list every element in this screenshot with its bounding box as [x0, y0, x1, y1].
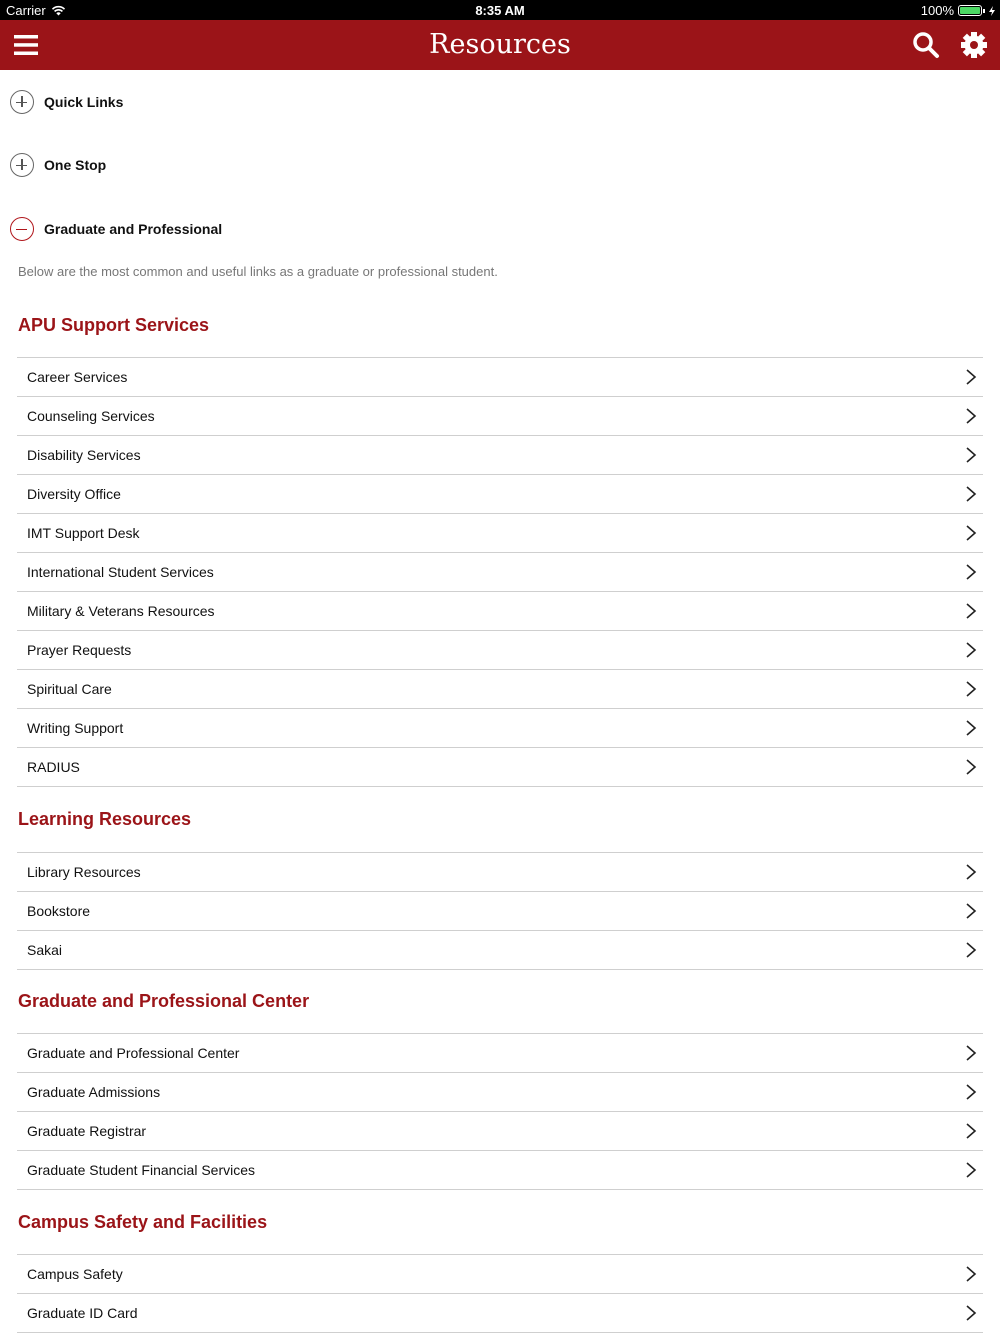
list-item[interactable] — [17, 748, 983, 787]
list-item-label: Sakai — [27, 942, 63, 958]
list-item-label: Diversity Office — [27, 486, 121, 502]
list-item[interactable] — [17, 475, 983, 514]
chevron-right-icon — [965, 641, 977, 659]
chevron-right-icon — [965, 1304, 977, 1322]
section-title-campus-safety: Campus Safety and Facilities — [18, 1212, 268, 1232]
list-item[interactable] — [17, 1294, 983, 1333]
list-item[interactable] — [17, 631, 983, 670]
list-item-label: Prayer Requests — [27, 642, 132, 658]
charging-icon — [989, 6, 995, 16]
battery-info — [921, 3, 995, 18]
list-item[interactable] — [17, 892, 983, 931]
accordion-label: One Stop — [44, 157, 107, 173]
list-item-label: Graduate and Professional Center — [27, 1045, 240, 1061]
battery-icon — [958, 5, 982, 16]
expand-plus-icon — [10, 153, 34, 177]
list-item-label: Graduate ID Card — [27, 1305, 138, 1321]
list-item[interactable] — [17, 931, 983, 970]
chevron-right-icon — [965, 863, 977, 881]
list-item-label: International Student Services — [27, 564, 214, 580]
intro-text: Below are the most common and useful links as a graduate or professional student. — [18, 264, 498, 279]
list-item-label: IMT Support Desk — [27, 525, 140, 541]
list-item-label: Writing Support — [27, 720, 124, 736]
accordion-label: Graduate and Professional — [44, 221, 223, 237]
search-icon[interactable] — [910, 29, 942, 61]
list-item-label: Disability Services — [27, 447, 141, 463]
list-item-label: Graduate Admissions — [27, 1084, 161, 1100]
accordion-label: Quick Links — [44, 94, 124, 110]
expand-plus-icon — [10, 90, 34, 114]
list-item-label: Campus Safety — [27, 1266, 123, 1282]
list-item[interactable] — [17, 1073, 983, 1112]
list-item[interactable] — [17, 1255, 983, 1294]
section-title-learning-resources: Learning Resources — [18, 809, 192, 829]
list-item-label: Library Resources — [27, 864, 141, 880]
chevron-right-icon — [965, 1083, 977, 1101]
list-item[interactable] — [17, 709, 983, 748]
chevron-right-icon — [965, 1161, 977, 1179]
status-bar — [0, 0, 1000, 20]
list-item-label: Military & Veterans Resources — [27, 603, 215, 619]
battery-percent: 100% — [920, 3, 954, 18]
accordion-quick-links[interactable] — [10, 89, 123, 115]
chevron-right-icon — [965, 1265, 977, 1283]
chevron-right-icon — [965, 524, 977, 542]
list-item[interactable] — [17, 553, 983, 592]
menu-icon[interactable] — [10, 29, 42, 61]
link-list-campus-safety — [17, 1254, 983, 1333]
nav-bar — [0, 20, 1000, 70]
chevron-right-icon — [965, 719, 977, 737]
list-item-label: Counseling Services — [27, 408, 155, 424]
list-item[interactable] — [17, 436, 983, 475]
list-item[interactable] — [17, 358, 983, 397]
list-item-label: Career Services — [27, 369, 128, 385]
chevron-right-icon — [965, 602, 977, 620]
collapse-minus-icon — [10, 217, 34, 241]
accordion-one-stop[interactable] — [10, 152, 106, 178]
list-item[interactable] — [17, 1034, 983, 1073]
list-item[interactable] — [17, 1151, 983, 1190]
chevron-right-icon — [965, 407, 977, 425]
link-list-apu-support — [17, 357, 983, 787]
chevron-right-icon — [965, 1122, 977, 1140]
list-item[interactable] — [17, 1112, 983, 1151]
section-title-graduate-center: Graduate and Professional Center — [18, 991, 310, 1011]
chevron-right-icon — [965, 1044, 977, 1062]
list-item[interactable] — [17, 592, 983, 631]
carrier-label: Carrier — [6, 3, 46, 18]
list-item[interactable] — [17, 670, 983, 709]
chevron-right-icon — [965, 758, 977, 776]
chevron-right-icon — [965, 563, 977, 581]
gear-icon[interactable] — [958, 29, 990, 61]
accordion-graduate-professional[interactable] — [10, 216, 222, 242]
list-item-label: Bookstore — [27, 903, 91, 919]
list-item[interactable] — [17, 853, 983, 892]
section-title-apu-support: APU Support Services — [18, 315, 210, 335]
link-list-graduate-center — [17, 1033, 983, 1190]
list-item-label: RADIUS — [27, 759, 80, 775]
chevron-right-icon — [965, 368, 977, 386]
chevron-right-icon — [965, 680, 977, 698]
status-time: 8:35 AM — [475, 3, 525, 18]
page-title: Resources — [429, 29, 571, 60]
list-item[interactable] — [17, 397, 983, 436]
chevron-right-icon — [965, 485, 977, 503]
chevron-right-icon — [965, 446, 977, 464]
chevron-right-icon — [965, 941, 977, 959]
chevron-right-icon — [965, 902, 977, 920]
link-list-learning-resources — [17, 852, 983, 970]
list-item-label: Graduate Student Financial Services — [27, 1162, 256, 1178]
list-item[interactable] — [17, 514, 983, 553]
list-item-label: Graduate Registrar — [27, 1123, 147, 1139]
list-item-label: Spiritual Care — [27, 681, 112, 697]
